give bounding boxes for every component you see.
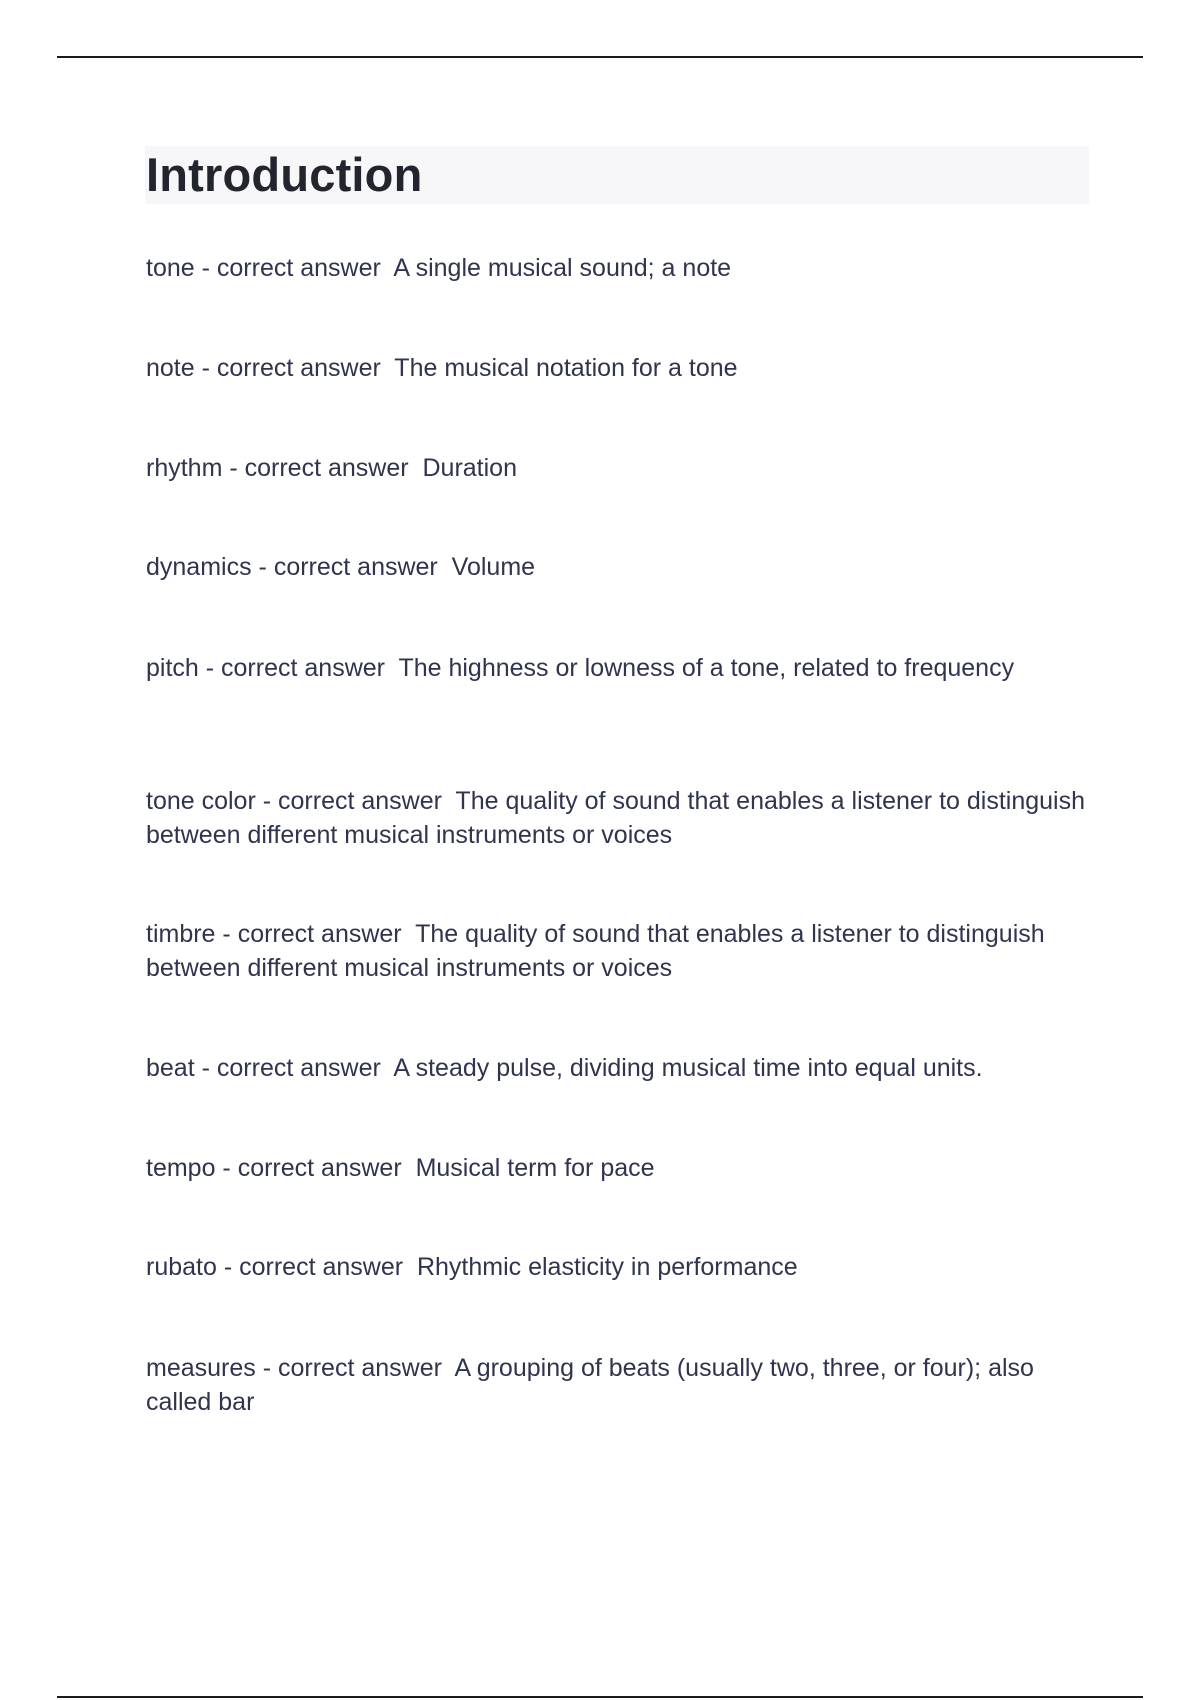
answer-label: correct answer bbox=[216, 1054, 381, 1082]
term: rubato bbox=[146, 1253, 217, 1281]
flashcard-item-timbre: timbre - correct answer The quality of sound that enables a listener to distinguish between different musical instruments or voices bbox=[146, 920, 1045, 982]
definition: A single musical sound; a note bbox=[393, 254, 732, 282]
term: measures bbox=[146, 1354, 256, 1382]
top-divider bbox=[57, 56, 1143, 58]
term: tone bbox=[146, 254, 195, 282]
flashcard-item-beat: beat - correct answer A steady pulse, dividing musical time into equal units. bbox=[146, 1054, 983, 1082]
answer-label: correct answer bbox=[244, 454, 409, 482]
flashcard-item-measures: measures - correct answer A grouping of beats (usually two, three, or four); also called bar bbox=[146, 1354, 1034, 1416]
flashcard-item-rubato: rubato - correct answer Rhythmic elasticity in performance bbox=[146, 1253, 798, 1281]
section-heading: Introduction bbox=[146, 148, 423, 201]
flashcard-item-tone-color: tone color - correct answer The quality of sound that enables a listener to distinguish between different musical instruments or voices bbox=[146, 787, 1085, 849]
term: tempo bbox=[146, 1154, 216, 1182]
answer-label: correct answer bbox=[239, 1253, 404, 1281]
answer-label: correct answer bbox=[237, 920, 402, 948]
flashcard-item-tempo: tempo - correct answer Musical term for pace bbox=[146, 1154, 655, 1182]
definition: The highness or lowness of a tone, related to frequency bbox=[398, 654, 1015, 682]
term: timbre bbox=[146, 920, 216, 948]
term: note bbox=[146, 354, 195, 382]
term: rhythm bbox=[146, 454, 223, 482]
definition: Musical term for pace bbox=[415, 1154, 655, 1182]
answer-label: correct answer bbox=[273, 553, 438, 581]
definition: The quality of sound that enables a listener to distinguish between different musical instruments or voices bbox=[146, 920, 1045, 982]
definition: Rhythmic elasticity in performance bbox=[416, 1253, 798, 1281]
definition: Volume bbox=[451, 553, 536, 581]
term: pitch bbox=[146, 654, 199, 682]
answer-label: correct answer bbox=[216, 254, 381, 282]
flashcard-item-note: note - correct answer The musical notation for a tone bbox=[146, 354, 738, 382]
answer-label: correct answer bbox=[221, 654, 385, 682]
answer-label: correct answer bbox=[278, 787, 442, 815]
answer-label: correct answer bbox=[277, 1354, 442, 1382]
answer-label: correct answer bbox=[216, 354, 381, 382]
definition: A steady pulse, dividing musical time into equal units. bbox=[393, 1054, 983, 1082]
flashcard-item-dynamics: dynamics - correct answer Volume bbox=[146, 553, 536, 581]
definition: The musical notation for a tone bbox=[394, 354, 738, 382]
answer-label: correct answer bbox=[237, 1154, 402, 1182]
definition: Duration bbox=[422, 454, 517, 482]
term: tone color bbox=[146, 787, 256, 815]
term: beat bbox=[146, 1054, 195, 1082]
flashcard-item-rhythm: rhythm - correct answer Duration bbox=[146, 454, 517, 482]
flashcard-item-tone: tone - correct answer A single musical sound; a note bbox=[146, 254, 732, 282]
flashcard-item-pitch: pitch - correct answer The highness or lowness of a tone, related to frequency bbox=[146, 654, 1015, 682]
definition: The quality of sound that enables a listener to distinguish between different musical instruments or voices bbox=[146, 787, 1085, 849]
term: dynamics bbox=[146, 553, 252, 581]
bottom-divider bbox=[57, 1696, 1143, 1698]
definition: A grouping of beats (usually two, three, or four); also called bar bbox=[146, 1354, 1034, 1416]
